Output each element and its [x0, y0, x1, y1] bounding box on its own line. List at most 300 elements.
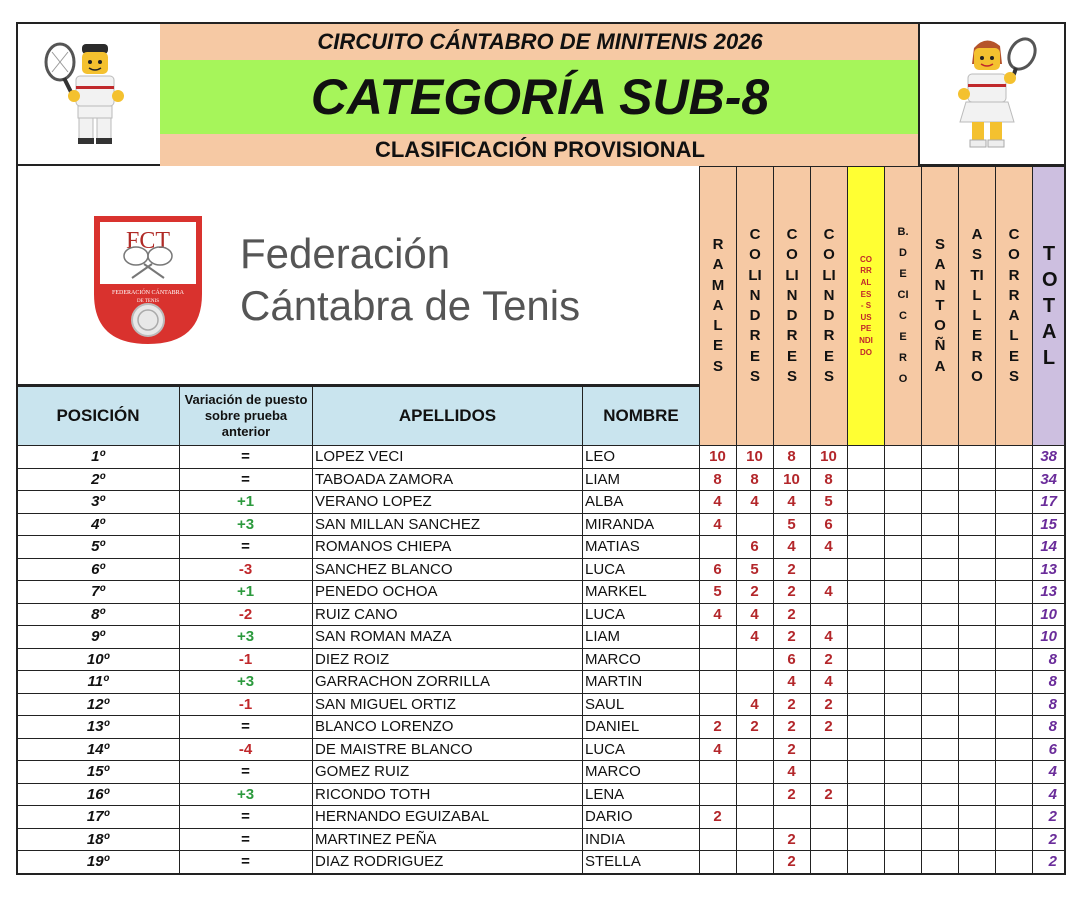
score-cell-b-de-cicero [884, 604, 922, 627]
score-cell-santona [921, 694, 959, 717]
score-cell-astillero [958, 829, 996, 852]
score-cell-b-de-cicero [884, 784, 922, 807]
score-cell-astillero [958, 536, 996, 559]
total-cell: 4 [1032, 761, 1066, 784]
score-cell-b-de-cicero [884, 761, 922, 784]
score-cell-ramales [699, 851, 737, 874]
score-cell-corrales [995, 581, 1033, 604]
score-cell-colindres-1: 4 [736, 626, 774, 649]
col-header-colindres-3 [810, 166, 848, 446]
score-cell-corrales [995, 559, 1033, 582]
position-cell: 8º [16, 604, 180, 627]
score-cell-colindres-1: 8 [736, 469, 774, 492]
table-row [16, 716, 1066, 739]
name-cell: DANIEL [582, 716, 700, 739]
score-cell-colindres-1: 6 [736, 536, 774, 559]
score-cell-colindres-3: 4 [810, 626, 848, 649]
surname-cell: TABOADA ZAMORA [312, 469, 583, 492]
total-cell: 15 [1032, 514, 1066, 537]
score-cell-ramales [699, 649, 737, 672]
score-cell-colindres-2: 2 [773, 559, 811, 582]
col-header-label: CORRALES [1008, 226, 1020, 385]
total-cell: 8 [1032, 694, 1066, 717]
score-cell-corrales [995, 851, 1033, 874]
total-cell: 8 [1032, 716, 1066, 739]
table-row [16, 604, 1066, 627]
score-cell-astillero [958, 514, 996, 537]
federation-name-line2: Cántabra de Tenis [240, 282, 581, 329]
surname-cell: DE MAISTRE BLANCO [312, 739, 583, 762]
col-header-total-label: TOTAL [1042, 243, 1058, 369]
score-cell-astillero [958, 739, 996, 762]
score-cell-corrales-suspendido [847, 806, 885, 829]
name-cell: LEO [582, 446, 700, 469]
score-cell-b-de-cicero [884, 469, 922, 492]
score-cell-colindres-2: 2 [773, 851, 811, 874]
name-cell: ALBA [582, 491, 700, 514]
surname-cell: LOPEZ VECI [312, 446, 583, 469]
total-cell: 13 [1032, 581, 1066, 604]
score-cell-colindres-3 [810, 604, 848, 627]
category-title: CATEGORÍA SUB-8 [160, 60, 920, 134]
score-cell-colindres-2: 2 [773, 581, 811, 604]
score-cell-colindres-1 [736, 671, 774, 694]
score-cell-corrales [995, 536, 1033, 559]
surname-cell: MARTINEZ PEÑA [312, 829, 583, 852]
col-header-label: ASTILLERO [970, 226, 984, 385]
col-header-variacion: Variación de puesto sobre prueba anterior [179, 386, 313, 446]
score-cell-astillero [958, 851, 996, 874]
score-cell-corrales-suspendido [847, 851, 885, 874]
score-cell-colindres-3: 2 [810, 716, 848, 739]
score-cell-santona [921, 491, 959, 514]
col-header-b-de-cicero [884, 166, 922, 446]
total-cell: 8 [1032, 671, 1066, 694]
table-row [16, 739, 1066, 762]
score-cell-ramales [699, 536, 737, 559]
table-row [16, 469, 1066, 492]
name-cell: LIAM [582, 626, 700, 649]
variation-cell: = [179, 829, 313, 852]
score-cell-colindres-2: 2 [773, 739, 811, 762]
score-cell-santona [921, 649, 959, 672]
surname-cell: RUIZ CANO [312, 604, 583, 627]
score-cell-astillero [958, 649, 996, 672]
variation-cell: = [179, 806, 313, 829]
score-cell-b-de-cicero [884, 716, 922, 739]
score-cell-colindres-1 [736, 851, 774, 874]
score-cell-ramales: 2 [699, 716, 737, 739]
name-cell: MIRANDA [582, 514, 700, 537]
score-cell-colindres-1: 2 [736, 716, 774, 739]
total-cell: 2 [1032, 829, 1066, 852]
variation-cell: -3 [179, 559, 313, 582]
score-cell-santona [921, 581, 959, 604]
score-cell-corrales [995, 491, 1033, 514]
variation-cell: +1 [179, 491, 313, 514]
federation-logo-area [16, 166, 699, 386]
score-cell-corrales [995, 671, 1033, 694]
score-cell-ramales [699, 761, 737, 784]
score-cell-b-de-cicero [884, 491, 922, 514]
table-row [16, 694, 1066, 717]
score-cell-b-de-cicero [884, 851, 922, 874]
name-cell: LIAM [582, 469, 700, 492]
position-cell: 17º [16, 806, 180, 829]
score-cell-b-de-cicero [884, 829, 922, 852]
score-cell-colindres-2: 5 [773, 514, 811, 537]
table-row [16, 446, 1066, 469]
score-cell-corrales-suspendido [847, 446, 885, 469]
name-cell: LUCA [582, 604, 700, 627]
surname-cell: HERNANDO EGUIZABAL [312, 806, 583, 829]
table-row [16, 829, 1066, 852]
name-cell: STELLA [582, 851, 700, 874]
score-cell-ramales: 4 [699, 604, 737, 627]
position-cell: 1º [16, 446, 180, 469]
score-cell-corrales [995, 604, 1033, 627]
col-header-apellidos: APELLIDOS [312, 386, 583, 446]
position-cell: 5º [16, 536, 180, 559]
score-cell-colindres-3: 2 [810, 649, 848, 672]
total-cell: 10 [1032, 604, 1066, 627]
position-cell: 6º [16, 559, 180, 582]
surname-cell: GARRACHON ZORRILLA [312, 671, 583, 694]
col-header-label: COLINDRES [748, 226, 762, 385]
position-cell: 16º [16, 784, 180, 807]
score-cell-colindres-1: 10 [736, 446, 774, 469]
col-header-colindres-2 [773, 166, 811, 446]
col-header-colindres-1 [736, 166, 774, 446]
name-cell: LUCA [582, 559, 700, 582]
variation-cell: +3 [179, 784, 313, 807]
score-cell-colindres-2: 2 [773, 604, 811, 627]
position-cell: 19º [16, 851, 180, 874]
total-cell: 14 [1032, 536, 1066, 559]
position-cell: 14º [16, 739, 180, 762]
col-header-corrales [995, 166, 1033, 446]
score-cell-astillero [958, 581, 996, 604]
score-cell-santona [921, 604, 959, 627]
variation-cell: +3 [179, 671, 313, 694]
name-cell: LENA [582, 784, 700, 807]
score-cell-corrales [995, 806, 1033, 829]
score-cell-astillero [958, 469, 996, 492]
score-cell-astillero [958, 604, 996, 627]
crest-text-1: FEDERACIÓN CÁNTABRA [111, 290, 185, 296]
score-cell-santona [921, 716, 959, 739]
variation-cell: = [179, 761, 313, 784]
variation-cell: -4 [179, 739, 313, 762]
score-cell-ramales: 4 [699, 739, 737, 762]
variation-cell: = [179, 446, 313, 469]
total-cell: 8 [1032, 649, 1066, 672]
col-header-total [1032, 166, 1066, 446]
score-cell-colindres-1 [736, 514, 774, 537]
score-cell-corrales [995, 784, 1033, 807]
variation-cell: -2 [179, 604, 313, 627]
score-cell-corrales-suspendido [847, 514, 885, 537]
variation-cell: +3 [179, 626, 313, 649]
score-cell-colindres-3: 4 [810, 671, 848, 694]
classification-subtitle: CLASIFICACIÓN PROVISIONAL [160, 134, 920, 166]
score-cell-colindres-2: 4 [773, 491, 811, 514]
position-cell: 11º [16, 671, 180, 694]
score-cell-corrales-suspendido [847, 829, 885, 852]
score-cell-santona [921, 671, 959, 694]
col-header-corrales-suspendido [847, 166, 885, 446]
score-cell-colindres-3: 8 [810, 469, 848, 492]
name-cell: MATIAS [582, 536, 700, 559]
col-header-posicion: POSICIÓN [16, 386, 180, 446]
table-row [16, 784, 1066, 807]
score-cell-santona [921, 626, 959, 649]
name-cell: LUCA [582, 739, 700, 762]
col-header-santona [921, 166, 959, 446]
score-cell-ramales: 6 [699, 559, 737, 582]
surname-cell: DIEZ ROIZ [312, 649, 583, 672]
table-row [16, 559, 1066, 582]
name-cell: MARTIN [582, 671, 700, 694]
surname-cell: GOMEZ RUIZ [312, 761, 583, 784]
score-cell-colindres-3: 2 [810, 784, 848, 807]
score-cell-astillero [958, 671, 996, 694]
table-row [16, 581, 1066, 604]
table-row [16, 491, 1066, 514]
score-cell-colindres-2: 2 [773, 694, 811, 717]
score-cell-colindres-1 [736, 829, 774, 852]
score-cell-corrales-suspendido [847, 671, 885, 694]
position-cell: 4º [16, 514, 180, 537]
score-cell-colindres-3 [810, 739, 848, 762]
score-cell-astillero [958, 446, 996, 469]
score-cell-b-de-cicero [884, 626, 922, 649]
score-cell-b-de-cicero [884, 514, 922, 537]
score-cell-ramales: 5 [699, 581, 737, 604]
score-cell-corrales [995, 829, 1033, 852]
name-cell: DARIO [582, 806, 700, 829]
position-cell: 7º [16, 581, 180, 604]
col-header-label: COLINDRES [822, 226, 836, 385]
score-cell-colindres-2: 8 [773, 446, 811, 469]
left-mascot-box [16, 22, 162, 166]
name-cell: MARCO [582, 761, 700, 784]
col-header-label: RAMALES [711, 236, 725, 375]
position-cell: 10º [16, 649, 180, 672]
total-cell: 4 [1032, 784, 1066, 807]
score-cell-corrales-suspendido [847, 536, 885, 559]
score-cell-astillero [958, 716, 996, 739]
score-cell-b-de-cicero [884, 694, 922, 717]
surname-cell: BLANCO LORENZO [312, 716, 583, 739]
score-cell-colindres-3 [810, 851, 848, 874]
score-cell-colindres-1 [736, 784, 774, 807]
circuit-title: CIRCUITO CÁNTABRO DE MINITENIS 2026 [160, 24, 920, 60]
score-cell-ramales: 8 [699, 469, 737, 492]
score-cell-b-de-cicero [884, 536, 922, 559]
variation-cell: +3 [179, 514, 313, 537]
col-header-astillero [958, 166, 996, 446]
score-cell-santona [921, 829, 959, 852]
score-cell-santona [921, 536, 959, 559]
federation-crest-icon [92, 214, 204, 346]
tennis-player-boy-icon [38, 38, 138, 148]
score-cell-santona [921, 784, 959, 807]
score-cell-ramales [699, 671, 737, 694]
table-row [16, 806, 1066, 829]
score-cell-corrales-suspendido [847, 626, 885, 649]
score-cell-colindres-3: 4 [810, 536, 848, 559]
table-row [16, 649, 1066, 672]
score-cell-colindres-3 [810, 559, 848, 582]
total-cell: 34 [1032, 469, 1066, 492]
variation-cell: = [179, 716, 313, 739]
total-cell: 2 [1032, 851, 1066, 874]
tennis-player-girl-icon [946, 34, 1046, 154]
score-cell-colindres-3 [810, 806, 848, 829]
federation-name-line1: Federación [240, 230, 451, 277]
score-cell-b-de-cicero [884, 581, 922, 604]
score-cell-colindres-2: 2 [773, 626, 811, 649]
surname-cell: PENEDO OCHOA [312, 581, 583, 604]
score-cell-astillero [958, 784, 996, 807]
score-cell-corrales [995, 761, 1033, 784]
score-cell-corrales [995, 626, 1033, 649]
score-cell-b-de-cicero [884, 671, 922, 694]
surname-cell: SAN MIGUEL ORTIZ [312, 694, 583, 717]
total-cell: 38 [1032, 446, 1066, 469]
variation-cell: -1 [179, 649, 313, 672]
col-header-label: B. DE CICERO [897, 226, 912, 385]
surname-cell: VERANO LOPEZ [312, 491, 583, 514]
score-cell-santona [921, 806, 959, 829]
total-cell: 2 [1032, 806, 1066, 829]
name-cell: MARCO [582, 649, 700, 672]
score-cell-astillero [958, 491, 996, 514]
score-cell-colindres-3 [810, 761, 848, 784]
title-header [160, 22, 920, 166]
table-row [16, 514, 1066, 537]
score-cell-astillero [958, 559, 996, 582]
score-cell-b-de-cicero [884, 559, 922, 582]
position-cell: 2º [16, 469, 180, 492]
score-cell-corrales [995, 716, 1033, 739]
score-cell-santona [921, 739, 959, 762]
table-row [16, 536, 1066, 559]
score-cell-colindres-2 [773, 806, 811, 829]
score-cell-colindres-3: 6 [810, 514, 848, 537]
crest-text-2: DE TENIS [137, 299, 159, 304]
surname-cell: SAN MILLAN SANCHEZ [312, 514, 583, 537]
score-cell-santona [921, 446, 959, 469]
total-cell: 17 [1032, 491, 1066, 514]
score-cell-ramales: 4 [699, 491, 737, 514]
col-header-nombre: NOMBRE [582, 386, 700, 446]
variation-cell: = [179, 851, 313, 874]
score-cell-astillero [958, 806, 996, 829]
surname-cell: ROMANOS CHIEPA [312, 536, 583, 559]
table-row [16, 626, 1066, 649]
table-row [16, 671, 1066, 694]
score-cell-corrales [995, 469, 1033, 492]
position-cell: 18º [16, 829, 180, 852]
score-cell-colindres-1: 4 [736, 604, 774, 627]
score-cell-corrales-suspendido [847, 739, 885, 762]
score-cell-colindres-2: 6 [773, 649, 811, 672]
score-cell-astillero [958, 694, 996, 717]
right-mascot-box [918, 22, 1066, 166]
score-cell-corrales [995, 739, 1033, 762]
total-cell: 6 [1032, 739, 1066, 762]
position-cell: 3º [16, 491, 180, 514]
col-header-label: CORRALES - SUSPENDIDO [859, 254, 874, 357]
position-cell: 15º [16, 761, 180, 784]
score-cell-astillero [958, 761, 996, 784]
surname-cell: SAN ROMAN MAZA [312, 626, 583, 649]
score-cell-b-de-cicero [884, 649, 922, 672]
surname-cell: RICONDO TOTH [312, 784, 583, 807]
score-cell-corrales-suspendido [847, 581, 885, 604]
score-cell-colindres-1: 2 [736, 581, 774, 604]
federation-name [240, 228, 580, 332]
score-cell-colindres-2: 2 [773, 716, 811, 739]
score-cell-corrales [995, 446, 1033, 469]
score-cell-ramales: 2 [699, 806, 737, 829]
variation-cell: -1 [179, 694, 313, 717]
total-cell: 10 [1032, 626, 1066, 649]
score-cell-colindres-2: 4 [773, 536, 811, 559]
col-header-ramales [699, 166, 737, 446]
position-cell: 13º [16, 716, 180, 739]
score-cell-colindres-1: 5 [736, 559, 774, 582]
score-cell-colindres-2: 4 [773, 761, 811, 784]
score-cell-corrales [995, 649, 1033, 672]
score-cell-b-de-cicero [884, 739, 922, 762]
table-row [16, 851, 1066, 874]
score-cell-ramales [699, 829, 737, 852]
score-cell-colindres-2: 2 [773, 784, 811, 807]
variation-cell: = [179, 536, 313, 559]
score-cell-colindres-3: 4 [810, 581, 848, 604]
score-cell-corrales-suspendido [847, 784, 885, 807]
col-header-label: COLINDRES [785, 226, 799, 385]
score-cell-santona [921, 514, 959, 537]
score-cell-corrales-suspendido [847, 694, 885, 717]
col-header-label: SANTOÑA [934, 236, 946, 375]
score-cell-colindres-3: 10 [810, 446, 848, 469]
score-cell-colindres-2: 4 [773, 671, 811, 694]
score-cell-corrales [995, 694, 1033, 717]
score-cell-colindres-1 [736, 649, 774, 672]
score-cell-astillero [958, 626, 996, 649]
score-cell-corrales-suspendido [847, 649, 885, 672]
score-cell-corrales-suspendido [847, 491, 885, 514]
variation-cell: = [179, 469, 313, 492]
score-cell-colindres-3: 5 [810, 491, 848, 514]
score-cell-corrales-suspendido [847, 559, 885, 582]
score-cell-ramales [699, 694, 737, 717]
score-cell-ramales: 10 [699, 446, 737, 469]
score-cell-colindres-1: 4 [736, 491, 774, 514]
score-cell-ramales [699, 626, 737, 649]
score-cell-corrales-suspendido [847, 761, 885, 784]
score-cell-santona [921, 559, 959, 582]
score-cell-colindres-1: 4 [736, 694, 774, 717]
score-cell-colindres-2: 2 [773, 829, 811, 852]
surname-cell: SANCHEZ BLANCO [312, 559, 583, 582]
score-cell-ramales: 4 [699, 514, 737, 537]
score-cell-corrales-suspendido [847, 604, 885, 627]
